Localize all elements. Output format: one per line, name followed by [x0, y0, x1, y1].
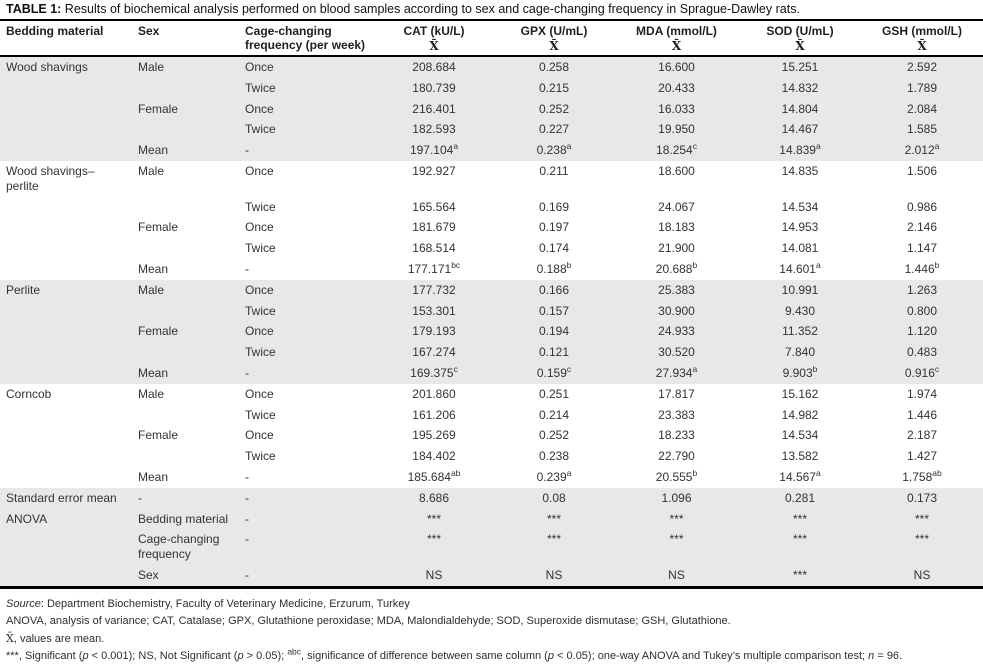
sod-value: 14.534: [781, 428, 819, 443]
footnote-segment: Source: [6, 597, 41, 610]
mda-value: 16.600: [658, 60, 695, 74]
mda-value: ***: [669, 532, 684, 547]
bedding-cell: [0, 446, 132, 467]
mda-value: 25.383: [658, 282, 695, 297]
mda-value: ***: [669, 511, 684, 526]
mda-value: 20.555$^b$: [655, 467, 698, 484]
sex-cell: Mean: [138, 365, 169, 380]
col-header-gsh-label: GSH (mmol/L): [882, 24, 962, 38]
cat-value: 177.171$^{bc}$: [407, 259, 461, 276]
sex-cell: Female: [138, 324, 179, 339]
gpx-value: 0.251: [538, 386, 570, 401]
frequency-cell: Twice: [245, 199, 276, 214]
sod-value: 14.839$^a$: [779, 141, 821, 158]
bedding-cell: Corncob: [6, 386, 52, 401]
sod-value: 14.835: [781, 163, 819, 178]
table-row: [0, 509, 983, 530]
sod-value: ***: [792, 511, 807, 526]
cat-value: 165.564: [412, 199, 456, 214]
mda-value: 18.233: [658, 428, 695, 443]
col-header-mda-stat: X̄: [671, 39, 682, 53]
table-title-text: Results of biochemical analysis performed on blood samples according to sex and cage-changing frequency in Sprague-Dawley rats.: [61, 2, 800, 16]
gpx-value: 0.197: [538, 220, 570, 235]
sex-cell: [132, 342, 239, 363]
cat-value: 179.193: [412, 324, 456, 339]
frequency-cell: -: [245, 261, 249, 276]
frequency-cell: Twice: [245, 345, 276, 360]
mda-value: 30.520: [658, 345, 695, 360]
table-row: [0, 217, 983, 238]
gsh-value: 0.986: [906, 199, 938, 214]
mda-value: 18.183: [658, 220, 695, 235]
frequency-cell: -: [245, 532, 249, 547]
gsh-value: 1.263: [906, 282, 938, 297]
frequency-cell: Twice: [245, 80, 276, 95]
table-row: [0, 342, 983, 363]
col-header-sod: [739, 21, 861, 56]
gsh-value: 0.173: [906, 490, 938, 505]
cat-value: 167.274: [412, 345, 456, 360]
sex-cell: [132, 119, 239, 140]
col-header-gpx-label: GPX (U/mL): [520, 24, 588, 38]
footnote-segment: X̄: [6, 631, 14, 645]
sex-cell: Female: [138, 220, 179, 235]
gsh-value: 1.789: [906, 80, 938, 95]
bedding-cell: Standard error mean: [6, 490, 117, 505]
table-title: [0, 0, 983, 21]
gpx-value: 0.239$^a$: [536, 467, 572, 484]
frequency-cell: Once: [245, 324, 274, 339]
mda-value: NS: [668, 567, 685, 582]
cat-value: ***: [426, 532, 441, 547]
col-header-cat-label: CAT (kU/L): [403, 24, 465, 38]
bedding-cell: [0, 565, 132, 587]
sod-value: 14.081: [781, 241, 819, 256]
gpx-value: ***: [546, 532, 561, 547]
col-header-mda: [614, 21, 739, 56]
frequency-cell: Twice: [245, 407, 276, 422]
mda-value: 16.033: [658, 101, 695, 116]
gsh-value: 0.483: [906, 345, 938, 360]
footnote-segment: = 96.: [874, 649, 903, 662]
bedding-cell: Wood shavings–perlite: [6, 163, 95, 193]
cat-value: 168.514: [412, 241, 456, 256]
sex-cell: [132, 301, 239, 322]
footnote-segment: p: [82, 649, 89, 662]
sod-value: 14.567$^a$: [779, 467, 821, 484]
sod-value: 14.953: [781, 220, 819, 235]
table-row: [0, 529, 983, 565]
cat-value: 161.206: [412, 407, 456, 422]
sex-cell: Female: [138, 101, 179, 116]
sex-cell: Male: [138, 163, 165, 178]
table-row: [0, 405, 983, 426]
footnote-line: [6, 630, 975, 648]
frequency-cell: -: [245, 490, 249, 505]
sod-value: ***: [792, 532, 807, 547]
gsh-value: ***: [914, 532, 929, 547]
sex-cell: [132, 78, 239, 99]
gpx-value: 0.252: [538, 101, 570, 116]
gsh-value: 1.427: [906, 449, 938, 464]
sod-value: 14.804: [781, 101, 819, 116]
footnote-segment: p: [547, 649, 554, 662]
col-header-mda-label: MDA (mmol/L): [636, 24, 717, 38]
table-row: [0, 119, 983, 140]
bedding-cell: [0, 467, 132, 488]
frequency-cell: -: [245, 567, 249, 582]
sex-cell: [132, 197, 239, 218]
footnote-segment: abc: [287, 646, 302, 657]
sod-value: 11.352: [782, 324, 818, 339]
table-body: [0, 56, 983, 587]
table-row: [0, 99, 983, 120]
sod-value: 9.903$^b$: [782, 363, 818, 380]
gsh-value: 1.147: [906, 241, 938, 256]
frequency-cell: Twice: [245, 449, 276, 464]
sex-cell: Mean: [138, 143, 169, 158]
table-row: [0, 238, 983, 259]
frequency-cell: Once: [245, 282, 274, 297]
cat-value: 177.732: [412, 282, 456, 297]
mda-value: 19.950: [658, 122, 695, 137]
mda-value: 17.817: [658, 386, 695, 401]
gsh-value: 1.506: [906, 163, 938, 178]
gsh-value: 1.120: [906, 324, 938, 339]
bedding-cell: [0, 301, 132, 322]
gsh-value: 1.974: [906, 386, 938, 401]
sod-value: 14.982: [781, 407, 819, 422]
sod-value: 14.467: [781, 122, 819, 137]
col-header-gpx: [494, 21, 614, 56]
frequency-cell: Once: [245, 101, 274, 116]
bedding-cell: [0, 197, 132, 218]
gsh-value: 0.916$^c$: [904, 363, 940, 380]
footnotes: [0, 589, 983, 665]
table-row: [0, 384, 983, 405]
gpx-value: 0.211: [539, 163, 569, 178]
bedding-cell: [0, 140, 132, 161]
cat-value: 181.679: [412, 220, 456, 235]
cat-value: 192.927: [412, 163, 456, 178]
sex-cell: Bedding material: [138, 511, 229, 526]
footnote-segment: ANOVA, analysis of variance; CAT, Catalase; GPX, Glutathione peroxidase; MDA, Malondialdehyde; SOD, Superoxide dismutase; GSH, Glutathione.: [6, 614, 731, 627]
footnote-segment: n: [868, 649, 875, 662]
sod-value: 0.281: [784, 490, 816, 505]
mda-value: 18.600: [658, 163, 695, 178]
gsh-value: 2.592: [906, 60, 938, 74]
gsh-value: 1.585: [906, 122, 938, 137]
footnote-segment: ***, Significant (: [6, 649, 83, 662]
table-row: [0, 363, 983, 384]
frequency-cell: Once: [245, 428, 274, 443]
cat-value: 180.739: [412, 80, 456, 95]
cat-value: 195.269: [412, 428, 456, 443]
bedding-cell: [0, 405, 132, 426]
table-row: [0, 56, 983, 78]
bedding-cell: [0, 363, 132, 384]
gpx-value: 0.166: [538, 282, 570, 297]
gpx-value: ***: [546, 511, 561, 526]
gpx-value: 0.159$^c$: [536, 363, 572, 380]
gpx-value: 0.258: [538, 60, 570, 74]
table-row: [0, 140, 983, 161]
table-row: [0, 259, 983, 280]
gsh-value: 1.446$^b$: [904, 259, 940, 276]
table-row: [0, 280, 983, 301]
header-row: [0, 21, 983, 56]
footnote-line: [6, 613, 975, 630]
frequency-cell: Once: [245, 60, 274, 74]
sex-cell: [132, 238, 239, 259]
bedding-cell: [0, 78, 132, 99]
gsh-value: 0.800: [906, 303, 938, 318]
col-header-frequency: Cage-changing frequency (per week): [239, 21, 374, 56]
cat-value: 153.301: [412, 303, 456, 318]
table-row: [0, 197, 983, 218]
table-row: [0, 78, 983, 99]
gpx-value: 0.214: [538, 407, 570, 422]
gpx-value: 0.238$^a$: [536, 141, 572, 158]
sod-value: 10.991: [781, 282, 819, 297]
mda-value: 24.933: [658, 324, 695, 339]
gsh-value: 1.446: [906, 407, 938, 422]
table-row: [0, 467, 983, 488]
footnote-line: [6, 596, 975, 613]
table-row: [0, 488, 983, 509]
gsh-value: 2.187: [906, 428, 938, 443]
gsh-value: 2.012$^a$: [904, 141, 940, 158]
table-row: [0, 321, 983, 342]
gsh-value: 2.146: [906, 220, 938, 235]
cat-value: 201.860: [412, 386, 456, 401]
col-header-sod-label: SOD (U/mL): [766, 24, 834, 38]
sex-cell: [132, 446, 239, 467]
footnote-line: [6, 648, 975, 665]
sod-value: 14.601$^a$: [779, 259, 821, 276]
mda-value: 23.383: [658, 407, 695, 422]
table-row: [0, 161, 983, 197]
results-table: [0, 21, 983, 589]
mda-value: 20.688$^b$: [655, 259, 698, 276]
cat-value: 8.686: [418, 490, 450, 505]
footnote-segment: p: [237, 649, 244, 662]
cat-value: 184.402: [412, 449, 456, 464]
frequency-cell: Twice: [245, 303, 276, 318]
frequency-cell: -: [245, 143, 249, 158]
bedding-cell: [0, 259, 132, 280]
mda-value: 30.900: [658, 303, 695, 318]
bedding-cell: [0, 529, 132, 565]
col-header-bedding: Bedding material: [0, 21, 132, 56]
gsh-value: NS: [913, 567, 931, 582]
sex-cell: [132, 405, 239, 426]
gpx-value: NS: [545, 567, 563, 582]
footnote-segment: , significance of difference between same column (: [301, 649, 548, 662]
frequency-cell: Twice: [245, 122, 276, 137]
gpx-value: 0.227: [538, 122, 570, 137]
footnote-segment: : Department Biochemistry, Faculty of Veterinary Medicine, Erzurum, Turkey: [40, 597, 410, 610]
frequency-cell: -: [245, 511, 249, 526]
gpx-value: 0.215: [538, 80, 570, 95]
frequency-cell: Once: [245, 386, 274, 401]
mda-value: 24.067: [658, 199, 695, 214]
bedding-cell: [0, 99, 132, 120]
col-header-cat: [374, 21, 494, 56]
gpx-value: 0.169: [538, 199, 570, 214]
bedding-cell: [0, 321, 132, 342]
sod-value: 14.832: [781, 80, 819, 95]
sod-value: 7.840: [784, 345, 816, 360]
gsh-value: ***: [914, 511, 929, 526]
footnote-segment: < 0.001); NS, Not Significant (: [88, 649, 238, 662]
gpx-value: 0.188$^b$: [536, 259, 572, 276]
gpx-value: 0.174: [538, 241, 570, 256]
sod-value: 9.430: [784, 303, 816, 318]
cat-value: 182.593: [412, 122, 456, 137]
bedding-cell: [0, 342, 132, 363]
bedding-cell: Perlite: [6, 282, 41, 297]
table-row: [0, 425, 983, 446]
mda-value: 1.096: [661, 490, 692, 505]
table-row: [0, 565, 983, 587]
mda-value: 22.790: [658, 449, 695, 464]
sex-cell: Female: [138, 428, 179, 443]
sod-value: ***: [792, 567, 807, 582]
mda-value: 27.934$^a$: [655, 363, 698, 380]
frequency-cell: -: [245, 469, 249, 484]
sex-cell: Mean: [138, 261, 169, 276]
mda-value: 20.433: [658, 80, 695, 95]
bedding-cell: ANOVA: [6, 511, 48, 526]
col-header-gsh: [861, 21, 983, 56]
gsh-value: 2.084: [906, 101, 938, 116]
gsh-value: 1.758$^{ab}$: [902, 467, 942, 484]
bedding-cell: Wood shavings: [6, 60, 88, 74]
cat-value: 185.684$^{ab}$: [407, 467, 461, 484]
footnote-segment: > 0.05);: [243, 649, 288, 662]
gpx-value: 0.252: [538, 428, 570, 443]
col-header-sod-stat: X̄: [795, 39, 805, 53]
gpx-value: 0.194: [538, 324, 570, 339]
frequency-cell: -: [245, 365, 249, 380]
mda-value: 18.254$^c$: [656, 141, 697, 158]
mda-value: 21.900: [658, 241, 695, 256]
sex-cell: Male: [138, 60, 165, 74]
footnote-segment: < 0.05); one-way ANOVA and Tukey’s multiple comparison test;: [553, 649, 869, 662]
bedding-cell: [0, 217, 132, 238]
sex-cell: Male: [138, 386, 165, 401]
cat-value: 216.401: [412, 101, 456, 116]
gpx-value: 0.121: [538, 345, 570, 360]
sex-cell: Mean: [138, 469, 169, 484]
cat-value: 197.104$^a$: [409, 141, 459, 158]
cat-value: 208.684: [412, 60, 456, 74]
sex-cell: Cage-changing frequency: [138, 532, 220, 562]
bedding-cell: [0, 425, 132, 446]
col-header-sex: Sex: [132, 21, 239, 56]
sex-cell: -: [138, 490, 142, 505]
footnote-segment: , values are mean.: [13, 632, 105, 645]
gpx-value: 0.08: [542, 490, 566, 505]
frequency-cell: Once: [245, 220, 274, 235]
frequency-cell: Twice: [245, 241, 276, 256]
sod-value: 14.534: [781, 199, 819, 214]
cat-value: 169.375$^c$: [410, 363, 458, 380]
col-header-cat-stat: X̄: [429, 39, 439, 53]
table-title-label: TABLE 1:: [6, 2, 62, 16]
cat-value: NS: [425, 567, 443, 582]
sod-value: 15.162: [781, 386, 819, 401]
sex-cell: Male: [138, 282, 165, 297]
sex-cell: Sex: [138, 567, 159, 582]
col-header-gpx-stat: X̄: [549, 39, 559, 53]
table-row: [0, 301, 983, 322]
table-row: [0, 446, 983, 467]
bedding-cell: [0, 238, 132, 259]
cat-value: ***: [426, 511, 441, 526]
sod-value: 15.251: [781, 60, 819, 74]
sod-value: 13.582: [781, 449, 819, 464]
frequency-cell: Once: [245, 163, 274, 178]
col-header-gsh-stat: X̄: [917, 39, 927, 53]
gpx-value: 0.238: [538, 449, 570, 464]
bedding-cell: [0, 119, 132, 140]
gpx-value: 0.157: [538, 303, 570, 318]
